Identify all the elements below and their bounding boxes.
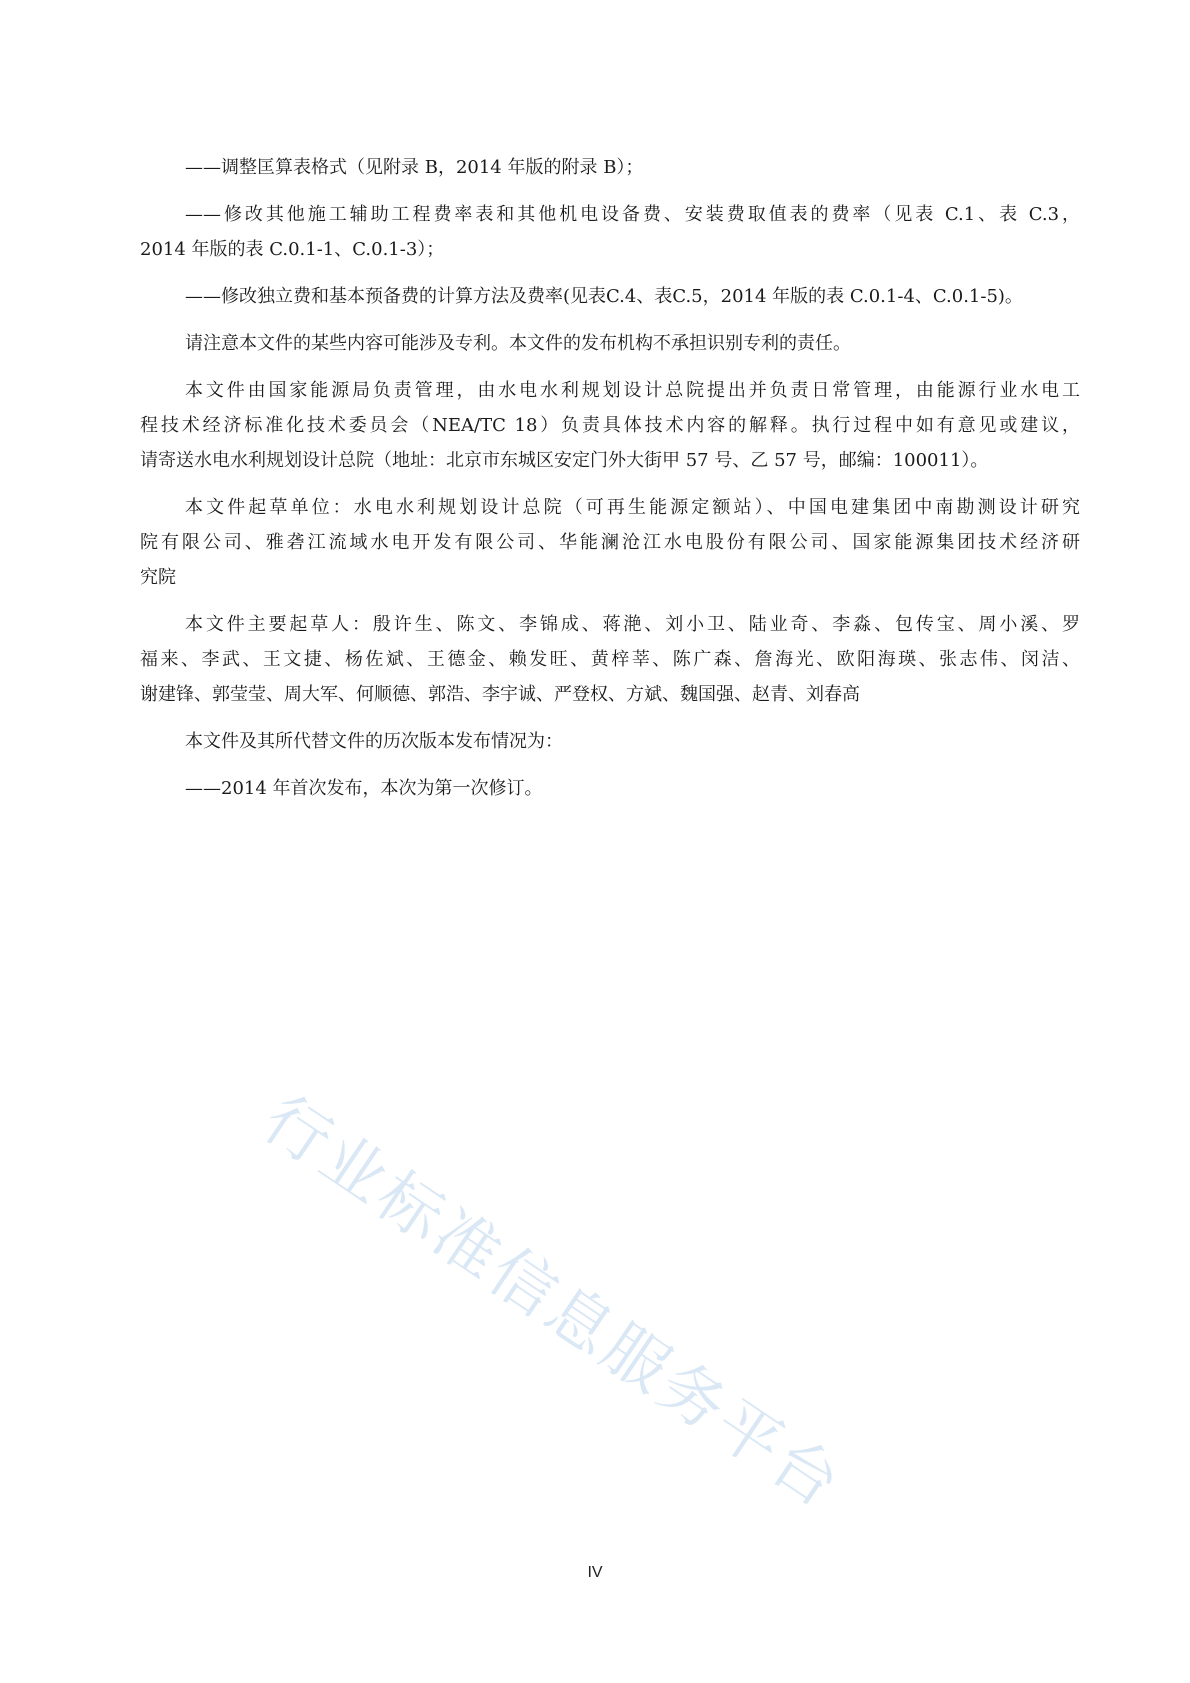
version-history-intro <box>140 724 1080 759</box>
paragraph-line: 本文件及其所代替文件的历次版本发布情况为： <box>185 731 563 752</box>
paragraph-line: 2014 年版的表 C.0.1-1、C.0.1-3）； <box>140 239 445 260</box>
paragraph-line: ——2014 年首次发布，本次为第一次修订。 <box>185 778 543 799</box>
paragraph-line: 院有限公司、雅砻江流域水电开发有限公司、华能澜沧江水电股份有限公司、国家能源集团技术经济研 <box>140 532 1080 553</box>
paragraph-line: 请寄送水电水利规划设计总院（地址：北京市东城区安定门外大街甲 57 号、乙 57 号，邮编：100011）。 <box>140 450 989 471</box>
paragraph-line: ——修改其他施工辅助工程费率表和其他机电设备费、安装费取值表的费率（见表 C.1、表 C.3， <box>185 204 1080 225</box>
change-item-fee-rates <box>140 197 1080 267</box>
paragraph-line: 本文件主要起草人：殷许生、陈文、李锦成、蒋滟、刘小卫、陆业奇、李淼、包传宝、周小溪、罗 <box>185 614 1080 635</box>
paragraph-line: 本文件起草单位：水电水利规划设计总院（可再生能源定额站）、中国电建集团中南勘测设计研究 <box>185 497 1080 518</box>
watermark: 行业标准信息服务平台 <box>250 1082 856 1525</box>
paragraph-line: ——修改独立费和基本预备费的计算方法及费率(见表C.4、表C.5，2014 年版的表 C.0.1-4、C.0.1-5)。 <box>185 286 1023 307</box>
page-number: IV <box>587 1564 603 1581</box>
paragraph-line: ——调整匡算表格式（见附录 B，2014 年版的附录 B）； <box>185 157 644 178</box>
paragraph-line: 福来、李武、王文捷、杨佐斌、王德金、赖发旺、黄梓莘、陈广森、詹海光、欧阳海瑛、张志伟、闵洁、 <box>140 649 1080 670</box>
paragraph-line: 究院 <box>140 567 176 588</box>
patent-notice <box>140 326 1080 361</box>
management-statement <box>140 373 1080 478</box>
version-history-item <box>140 771 1080 806</box>
drafters-list <box>140 607 1080 712</box>
change-item-estimate-table <box>140 150 1080 185</box>
paragraph-line: 谢建锋、郭莹莹、周大军、何顺德、郭浩、李宇诚、严登权、方斌、魏国强、赵青、刘春高 <box>140 684 860 705</box>
change-item-independent-fees <box>140 279 1080 314</box>
drafting-organizations <box>140 490 1080 595</box>
paragraph-line: 程技术经济标准化技术委员会（NEA/TC 18）负责具体技术内容的解释。执行过程中如有意见或建议， <box>140 415 1080 436</box>
preface-body <box>140 150 1080 818</box>
paragraph-line: 本文件由国家能源局负责管理，由水电水利规划设计总院提出并负责日常管理，由能源行业水电工 <box>185 380 1080 401</box>
paragraph-line: 请注意本文件的某些内容可能涉及专利。本文件的发布机构不承担识别专利的责任。 <box>185 333 851 354</box>
